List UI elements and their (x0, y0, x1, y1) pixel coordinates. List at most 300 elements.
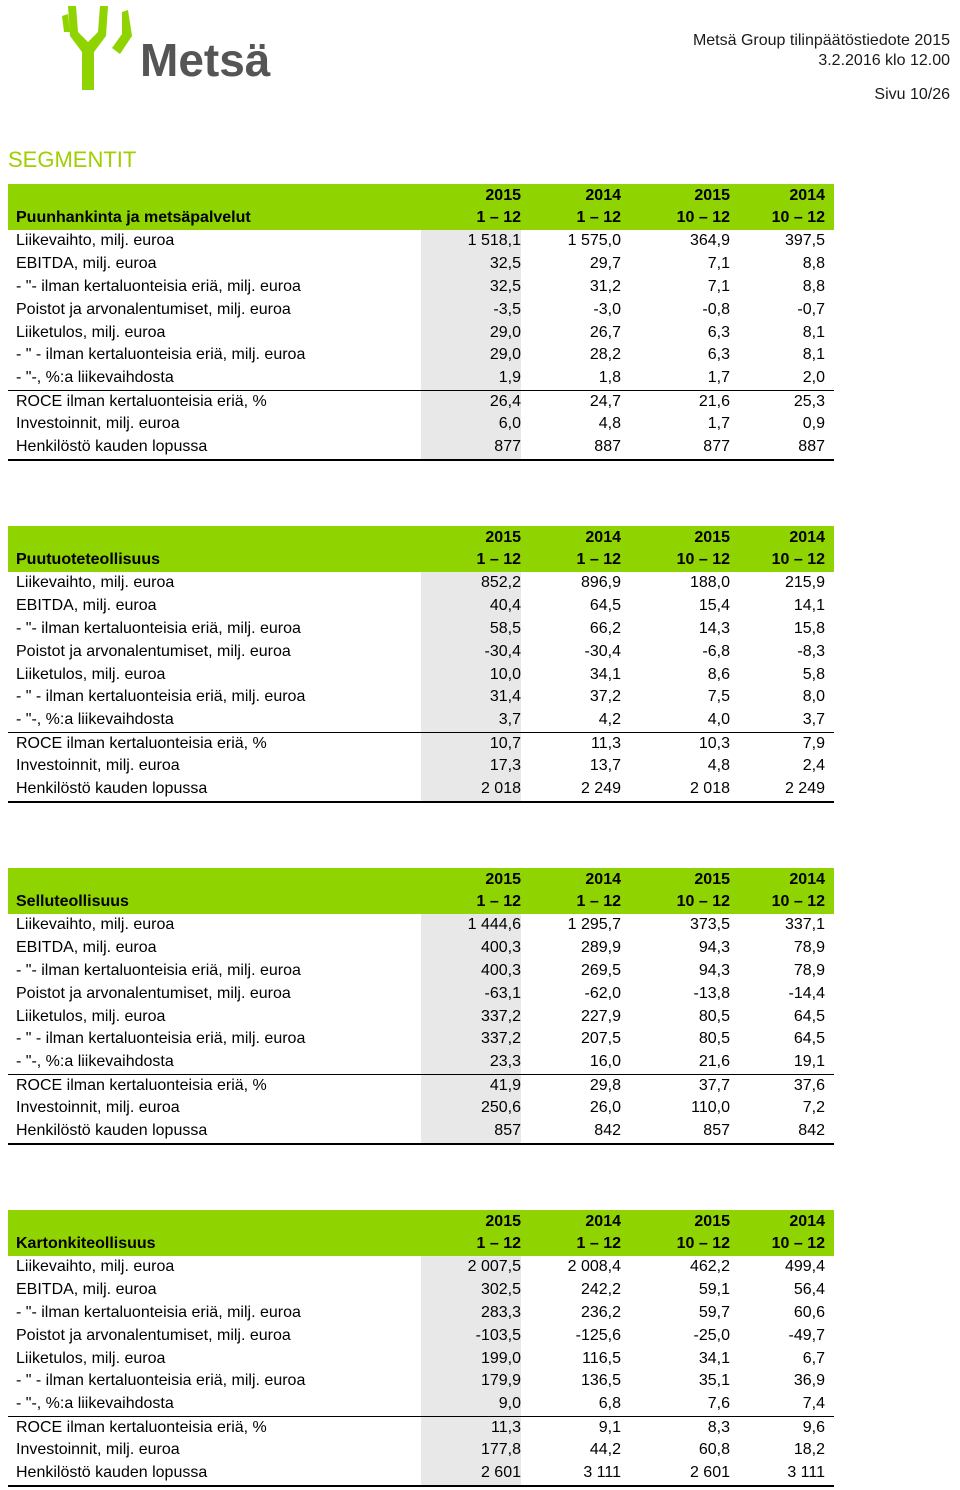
row-value: 16,0 (589, 1053, 621, 1071)
row-label: Henkilöstö kauden lopussa (16, 1122, 208, 1140)
row-label: EBITDA, milj. euroa (16, 596, 157, 614)
row-value: -62,0 (584, 984, 621, 1002)
row-value: 80,5 (698, 1030, 730, 1048)
row-value: 110,0 (691, 1099, 730, 1117)
row-value: 13,7 (589, 757, 621, 775)
table-row (8, 344, 834, 367)
row-value: 207,5 (580, 1030, 621, 1048)
row-value: 8,3 (707, 1419, 730, 1437)
row-value: -49,7 (788, 1326, 825, 1344)
row-value: 15,8 (793, 619, 825, 637)
column-header (725, 1211, 825, 1255)
row-value: 1,9 (421, 367, 521, 390)
row-value: 26,0 (589, 1099, 621, 1117)
row-value: 25,3 (793, 393, 825, 411)
row-value: 2 249 (784, 780, 825, 798)
segment-table (8, 184, 834, 461)
column-header (630, 185, 730, 229)
column-period: 10 – 12 (676, 893, 730, 910)
row-value: 337,2 (421, 1028, 521, 1051)
row-value: 4,8 (707, 757, 730, 775)
table-row (8, 1279, 834, 1302)
segment-name: Selluteollisuus (16, 893, 129, 910)
column-period: 10 – 12 (676, 551, 730, 568)
row-label: - "- ilman kertaluonteisia eriä, milj. euroa (16, 961, 301, 979)
table-row (8, 276, 834, 299)
row-value: 4,8 (598, 415, 621, 433)
row-value: 116,5 (582, 1349, 621, 1367)
row-value: 857 (703, 1122, 730, 1140)
row-label: Investoinnit, milj. euroa (16, 415, 180, 433)
row-label: EBITDA, milj. euroa (16, 938, 157, 956)
row-value: 8,6 (707, 665, 730, 683)
row-value: 283,3 (421, 1302, 521, 1325)
table-row (8, 1416, 834, 1439)
row-label: Henkilöstö kauden lopussa (16, 1464, 208, 1482)
row-value: 242,2 (580, 1280, 621, 1298)
row-value: 44,2 (589, 1441, 621, 1459)
row-value: 2 008,4 (567, 1258, 621, 1275)
row-value: 337,1 (784, 916, 825, 933)
segment-name: Puutuoteteollisuus (16, 551, 160, 568)
column-header (421, 1211, 521, 1255)
row-value: 1,8 (598, 369, 621, 387)
row-label: ROCE ilman kertaluonteisia eriä, % (16, 735, 267, 753)
row-label: Liiketulos, milj. euroa (16, 323, 166, 341)
row-value: 10,3 (698, 735, 730, 753)
row-value: 887 (798, 438, 825, 456)
row-label: - "-, %:a liikevaihdosta (16, 1053, 174, 1071)
row-value: 373,5 (689, 916, 730, 933)
row-value: 78,9 (793, 961, 825, 979)
row-value: 337,2 (421, 1006, 521, 1029)
row-label: Liiketulos, milj. euroa (16, 1007, 166, 1025)
row-value: 94,3 (698, 961, 730, 979)
table-row (8, 1348, 834, 1371)
row-value: 8,1 (802, 323, 825, 341)
row-value: 29,8 (589, 1077, 621, 1095)
row-label: EBITDA, milj. euroa (16, 1280, 157, 1298)
row-value: 9,1 (598, 1419, 621, 1437)
table-row (8, 1028, 834, 1051)
metsa-logo (62, 2, 302, 98)
row-label: - "- ilman kertaluonteisia eriä, milj. euroa (16, 277, 301, 295)
row-value: 6,3 (707, 323, 730, 341)
table-row (8, 778, 834, 803)
table-row (8, 960, 834, 983)
row-value: 29,7 (589, 254, 621, 272)
row-value: 29,0 (421, 344, 521, 367)
row-value: 40,4 (421, 595, 521, 618)
segment-header (8, 526, 834, 572)
column-header (521, 1211, 621, 1255)
row-value: -30,4 (584, 642, 621, 660)
segment-header (8, 868, 834, 914)
row-value: 80,5 (698, 1007, 730, 1025)
row-value: 21,6 (698, 393, 730, 411)
column-header (630, 1211, 730, 1255)
table-row (8, 983, 834, 1006)
row-value: 9,0 (421, 1393, 521, 1416)
row-value: 2 018 (689, 780, 730, 798)
table-row (8, 755, 834, 778)
row-value: 269,5 (580, 961, 621, 979)
segment-table (8, 1210, 834, 1487)
column-header (630, 869, 730, 913)
row-value: 34,1 (589, 665, 621, 683)
row-value: 34,1 (698, 1349, 730, 1367)
row-label: - "- ilman kertaluonteisia eriä, milj. euroa (16, 619, 301, 637)
row-value: 59,7 (698, 1303, 730, 1321)
row-value: 18,2 (793, 1441, 825, 1459)
segment-name: Kartonkiteollisuus (16, 1235, 156, 1252)
row-value: 10,7 (421, 733, 521, 755)
row-value: 177,8 (421, 1439, 521, 1462)
column-period: 10 – 12 (676, 1235, 730, 1252)
row-value: 21,6 (698, 1053, 730, 1071)
row-value: 2 601 (689, 1464, 730, 1482)
column-year: 2015 (694, 1213, 730, 1230)
row-value: 4,0 (707, 711, 730, 729)
row-value: -0,7 (797, 300, 825, 318)
row-value: -30,4 (421, 641, 521, 664)
segment-table (8, 868, 834, 1145)
row-value: 94,3 (698, 938, 730, 956)
segment-table (8, 526, 834, 803)
row-value: 31,4 (421, 686, 521, 709)
row-label: Poistot ja arvonalentumiset, milj. euroa (16, 1326, 291, 1344)
row-value: 58,5 (421, 618, 521, 641)
row-value: 8,8 (802, 254, 825, 272)
row-value: 8,8 (802, 277, 825, 295)
row-value: 887 (594, 438, 621, 456)
row-value: 35,1 (698, 1372, 730, 1390)
row-value: 136,5 (580, 1372, 621, 1390)
column-header (521, 185, 621, 229)
table-row (8, 322, 834, 345)
column-header (421, 869, 521, 913)
column-year: 2015 (694, 871, 730, 888)
row-value: 56,4 (793, 1280, 825, 1298)
row-label: Henkilöstö kauden lopussa (16, 780, 208, 798)
row-value: 19,1 (793, 1053, 825, 1071)
column-year: 2014 (789, 529, 825, 546)
column-year: 2014 (789, 871, 825, 888)
table-row (8, 937, 834, 960)
row-value: 10,0 (421, 664, 521, 687)
row-label: Liiketulos, milj. euroa (16, 665, 166, 683)
row-value: 302,5 (421, 1279, 521, 1302)
row-value: 188,0 (689, 574, 730, 591)
row-label: - "-, %:a liikevaihdosta (16, 369, 174, 387)
row-value: -6,8 (702, 642, 730, 660)
table-row (8, 1074, 834, 1097)
row-label: - " - ilman kertaluonteisia eriä, milj. euroa (16, 688, 306, 706)
report-title: Metsä Group tilinpäätöstiedote 2015 (692, 32, 950, 49)
table-row (8, 686, 834, 709)
column-year: 2014 (585, 187, 621, 204)
table-row (8, 595, 834, 618)
row-value: 64,5 (793, 1030, 825, 1048)
row-label: ROCE ilman kertaluonteisia eriä, % (16, 1077, 267, 1095)
row-value: 877 (703, 438, 730, 456)
row-value: 857 (421, 1120, 521, 1143)
column-period: 1 – 12 (576, 1235, 621, 1252)
row-value: 397,5 (784, 232, 825, 249)
column-header (421, 185, 521, 229)
row-value: 400,3 (421, 937, 521, 960)
row-value: 227,9 (580, 1007, 621, 1025)
table-row (8, 1120, 834, 1145)
column-header (521, 869, 621, 913)
table-row (8, 413, 834, 436)
table-row (8, 1051, 834, 1074)
row-value: 6,7 (802, 1349, 825, 1367)
row-value: -13,8 (693, 984, 730, 1002)
row-value: 2,4 (802, 757, 825, 775)
column-header (521, 527, 621, 571)
row-value: 877 (421, 436, 521, 459)
row-value: 842 (798, 1122, 825, 1140)
row-value: 41,9 (421, 1075, 521, 1097)
row-value: 842 (594, 1122, 621, 1140)
row-label: - " - ilman kertaluonteisia eriä, milj. euroa (16, 1030, 306, 1048)
row-value: 2,0 (802, 369, 825, 387)
row-value: 32,5 (421, 276, 521, 299)
row-label: Investoinnit, milj. euroa (16, 1099, 180, 1117)
row-value: -3,0 (593, 300, 621, 318)
row-value: 1 295,7 (567, 916, 621, 933)
table-row (8, 1302, 834, 1325)
row-value: 78,9 (793, 938, 825, 956)
column-period: 1 – 12 (576, 551, 621, 568)
row-value: 289,9 (580, 938, 621, 956)
row-value: 15,4 (698, 596, 730, 614)
row-value: 28,2 (589, 346, 621, 364)
row-value: 400,3 (421, 960, 521, 983)
column-period: 1 – 12 (476, 209, 521, 226)
row-value: 36,9 (793, 1372, 825, 1390)
row-value: -125,6 (575, 1326, 621, 1344)
table-row (8, 1439, 834, 1462)
row-value: -25,0 (693, 1326, 730, 1344)
row-value: -8,3 (797, 642, 825, 660)
row-value: 2 018 (421, 778, 521, 801)
row-value: 7,9 (802, 735, 825, 753)
row-value: -3,5 (421, 299, 521, 322)
column-header (630, 527, 730, 571)
row-value: 26,7 (589, 323, 621, 341)
row-value: 6,0 (421, 413, 521, 436)
row-label: Liikevaihto, milj. euroa (16, 1258, 175, 1275)
row-value: 3,7 (802, 711, 825, 729)
row-value: 462,2 (689, 1258, 730, 1275)
row-value: 3 111 (787, 1464, 825, 1482)
column-period: 10 – 12 (771, 893, 825, 910)
row-value: 7,2 (802, 1099, 825, 1117)
row-value: 0,9 (802, 415, 825, 433)
table-row (8, 664, 834, 687)
table-row (8, 914, 834, 937)
column-period: 1 – 12 (576, 209, 621, 226)
table-row (8, 436, 834, 461)
row-value: -63,1 (421, 983, 521, 1006)
row-value: 179,9 (421, 1370, 521, 1393)
column-header (725, 527, 825, 571)
row-value: 2 249 (580, 780, 621, 798)
row-value: 29,0 (421, 322, 521, 345)
row-value: 11,3 (421, 1417, 521, 1439)
row-label: ROCE ilman kertaluonteisia eriä, % (16, 393, 267, 411)
row-value: 37,2 (589, 688, 621, 706)
segment-header (8, 184, 834, 230)
row-value: 3 111 (583, 1464, 621, 1482)
row-value: 215,9 (784, 574, 825, 591)
row-value: 24,7 (589, 393, 621, 411)
row-value: 64,5 (793, 1007, 825, 1025)
table-row (8, 230, 834, 253)
section-title: SEGMENTIT (8, 147, 137, 172)
table-row (8, 618, 834, 641)
column-period: 1 – 12 (476, 893, 521, 910)
row-value: 3,7 (421, 709, 521, 732)
logo-text: Metsä (140, 34, 271, 86)
column-header (725, 185, 825, 229)
row-label: Poistot ja arvonalentumiset, milj. euroa (16, 300, 291, 318)
table-row (8, 709, 834, 732)
row-value: 14,3 (698, 619, 730, 637)
table-row (8, 1393, 834, 1416)
table-row (8, 253, 834, 276)
row-value: 7,5 (707, 688, 730, 706)
column-period: 10 – 12 (771, 551, 825, 568)
table-row (8, 732, 834, 755)
column-period: 1 – 12 (476, 551, 521, 568)
row-label: Liiketulos, milj. euroa (16, 1349, 166, 1367)
row-value: 32,5 (421, 253, 521, 276)
row-value: 7,6 (707, 1395, 730, 1413)
column-header (421, 527, 521, 571)
row-value: 7,1 (707, 254, 730, 272)
row-value: 60,8 (698, 1441, 730, 1459)
row-value: 1,7 (707, 415, 730, 433)
segment-header (8, 1210, 834, 1256)
column-header (725, 869, 825, 913)
row-label: Liikevaihto, milj. euroa (16, 574, 175, 591)
table-row (8, 299, 834, 322)
row-value: 6,8 (598, 1395, 621, 1413)
row-value: 66,2 (589, 619, 621, 637)
row-label: - "-, %:a liikevaihdosta (16, 711, 174, 729)
table-row (8, 367, 834, 390)
row-value: 37,6 (793, 1077, 825, 1095)
column-year: 2014 (585, 529, 621, 546)
antler-icon (62, 6, 132, 90)
column-year: 2014 (789, 187, 825, 204)
table-row (8, 641, 834, 664)
row-value: 14,1 (793, 596, 825, 614)
row-value: 6,3 (707, 346, 730, 364)
row-value: 2 601 (421, 1462, 521, 1485)
column-period: 10 – 12 (771, 209, 825, 226)
row-value: 1 518,1 (421, 230, 521, 253)
column-year: 2015 (485, 529, 521, 546)
row-value: 8,0 (802, 688, 825, 706)
row-value: 1,7 (707, 369, 730, 387)
row-value: 31,2 (589, 277, 621, 295)
row-label: ROCE ilman kertaluonteisia eriä, % (16, 1419, 267, 1437)
row-label: Investoinnit, milj. euroa (16, 757, 180, 775)
column-period: 1 – 12 (476, 1235, 521, 1252)
row-value: -14,4 (788, 984, 825, 1002)
column-year: 2015 (485, 1213, 521, 1230)
row-value: 59,1 (698, 1280, 730, 1298)
row-value: 1 444,6 (421, 914, 521, 937)
row-label: Investoinnit, milj. euroa (16, 1441, 180, 1459)
table-row (8, 572, 834, 595)
row-value: 9,6 (802, 1419, 825, 1437)
column-period: 10 – 12 (676, 209, 730, 226)
row-value: 26,4 (421, 391, 521, 413)
row-label: Poistot ja arvonalentumiset, milj. euroa (16, 642, 291, 660)
row-value: 64,5 (589, 596, 621, 614)
row-label: EBITDA, milj. euroa (16, 254, 157, 272)
column-year: 2014 (585, 1213, 621, 1230)
row-value: 37,7 (698, 1077, 730, 1095)
row-value: 199,0 (421, 1348, 521, 1371)
table-row (8, 1370, 834, 1393)
column-year: 2015 (485, 871, 521, 888)
row-value: 11,3 (591, 735, 621, 753)
table-row (8, 1097, 834, 1120)
row-value: 8,1 (802, 346, 825, 364)
row-label: Liikevaihto, milj. euroa (16, 916, 175, 933)
row-label: Henkilöstö kauden lopussa (16, 438, 208, 456)
row-label: - "-, %:a liikevaihdosta (16, 1395, 174, 1413)
row-label: Liikevaihto, milj. euroa (16, 232, 175, 249)
segment-name: Puunhankinta ja metsäpalvelut (16, 209, 251, 226)
row-value: 236,2 (580, 1303, 621, 1321)
row-value: 2 007,5 (421, 1256, 521, 1279)
column-period: 1 – 12 (576, 893, 621, 910)
row-value: 7,1 (707, 277, 730, 295)
row-value: 250,6 (421, 1097, 521, 1120)
table-row (8, 390, 834, 413)
row-value: 23,3 (421, 1051, 521, 1074)
column-year: 2014 (789, 1213, 825, 1230)
row-label: Poistot ja arvonalentumiset, milj. euroa (16, 984, 291, 1002)
row-label: - " - ilman kertaluonteisia eriä, milj. euroa (16, 346, 306, 364)
page-number: Sivu 10/26 (874, 86, 950, 103)
row-value: 17,3 (421, 755, 521, 778)
row-value: 896,9 (580, 574, 621, 591)
row-label: - " - ilman kertaluonteisia eriä, milj. euroa (16, 1372, 306, 1390)
table-row (8, 1462, 834, 1487)
row-value: -103,5 (421, 1325, 521, 1348)
row-value: 499,4 (784, 1258, 825, 1275)
row-value: 60,6 (793, 1303, 825, 1321)
row-value: 1 575,0 (567, 232, 621, 249)
table-row (8, 1325, 834, 1348)
row-value: -0,8 (702, 300, 730, 318)
column-period: 10 – 12 (771, 1235, 825, 1252)
table-row (8, 1256, 834, 1279)
row-value: 5,8 (802, 665, 825, 683)
table-row (8, 1006, 834, 1029)
row-value: 4,2 (598, 711, 621, 729)
row-value: 852,2 (421, 572, 521, 595)
column-year: 2015 (485, 187, 521, 204)
